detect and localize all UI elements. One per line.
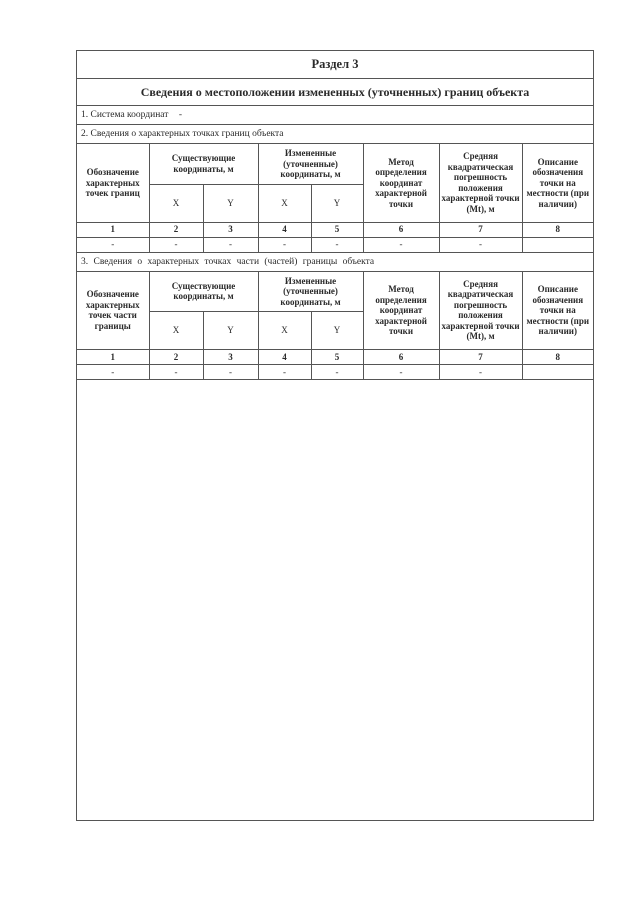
t1-header-designation: Обозначение характерных точек границ — [77, 144, 149, 222]
t1-header-description: Описание обозначения точки на местности (при наличии) — [522, 144, 593, 222]
table-cell: - — [258, 365, 311, 380]
t2-col-number: 2 — [149, 350, 203, 365]
table-row — [77, 237, 593, 252]
t2-col-number: 4 — [258, 350, 311, 365]
t1-header-y-changed: Y — [311, 184, 363, 222]
table-cell: - — [149, 365, 203, 380]
table-cell — [522, 365, 593, 380]
section-title: Раздел 3 — [77, 51, 593, 79]
table-cell: - — [203, 365, 258, 380]
table-cell: - — [258, 237, 311, 252]
table-cell: - — [439, 237, 522, 252]
table-cell: - — [77, 365, 149, 380]
t2-col-number: 5 — [311, 350, 363, 365]
t1-header-y-existing: Y — [203, 184, 258, 222]
t1-col-number: 3 — [203, 222, 258, 237]
t1-header-x-changed: X — [258, 184, 311, 222]
t2-col-number: 8 — [522, 350, 593, 365]
t2-header-designation: Обозначение характерных точек части границы — [77, 272, 149, 350]
t1-col-number: 4 — [258, 222, 311, 237]
t1-col-number: 6 — [363, 222, 439, 237]
t1-header-method: Метод определения координат характерной точки — [363, 144, 439, 222]
t2-header-y-existing: Y — [203, 312, 258, 350]
t2-header-changed: Измененные (уточненные) координаты, м — [258, 272, 363, 312]
table1-caption: 2. Сведения о характерных точках границ объекта — [77, 125, 593, 144]
t1-col-number: 1 — [77, 222, 149, 237]
t2-header-error: Средняя квадратическая погрешность положения характерной точки (Mt), м — [439, 272, 522, 350]
coord-system-label: 1. Система координат — [81, 110, 169, 120]
t2-header-x-changed: X — [258, 312, 311, 350]
table-cell: - — [439, 365, 522, 380]
table-cell: - — [149, 237, 203, 252]
coord-system-value: - — [178, 110, 182, 120]
table-cell: - — [311, 365, 363, 380]
t2-header-method: Метод определения координат характерной точки — [363, 272, 439, 350]
table-cell: - — [311, 237, 363, 252]
t2-header-y-changed: Y — [311, 312, 363, 350]
table-cell — [522, 237, 593, 252]
table2-caption: 3. Сведения о характерных точках части (частей) границы объекта — [77, 253, 593, 272]
t1-col-number: 8 — [522, 222, 593, 237]
section-subtitle: Сведения о местоположении измененных (уточненных) границ объекта — [77, 79, 593, 106]
t2-col-number: 7 — [439, 350, 522, 365]
t2-header-description: Описание обозначения точки на местности (при наличии) — [522, 272, 593, 350]
boundary-points-table — [77, 144, 593, 253]
t1-header-x-existing: X — [149, 184, 203, 222]
t2-col-number: 1 — [77, 350, 149, 365]
t2-column-numbers-row — [77, 350, 593, 365]
document-frame — [76, 50, 594, 821]
t2-header-existing: Существующие координаты, м — [149, 272, 258, 312]
boundary-part-points-table — [77, 272, 593, 381]
t2-col-number: 3 — [203, 350, 258, 365]
table-cell: - — [363, 237, 439, 252]
table-cell: - — [363, 365, 439, 380]
t1-col-number: 2 — [149, 222, 203, 237]
t1-header-error: Средняя квадратическая погрешность положения характерной точки (Mt), м — [439, 144, 522, 222]
t2-header-x-existing: X — [149, 312, 203, 350]
t1-header-changed: Измененные (уточненные) координаты, м — [258, 144, 363, 184]
t1-col-number: 5 — [311, 222, 363, 237]
t1-header-existing: Существующие координаты, м — [149, 144, 258, 184]
t2-col-number: 6 — [363, 350, 439, 365]
coord-system-line — [77, 106, 593, 125]
table-cell: - — [77, 237, 149, 252]
table-row — [77, 365, 593, 380]
t1-col-number: 7 — [439, 222, 522, 237]
t1-column-numbers-row — [77, 222, 593, 237]
table-cell: - — [203, 237, 258, 252]
